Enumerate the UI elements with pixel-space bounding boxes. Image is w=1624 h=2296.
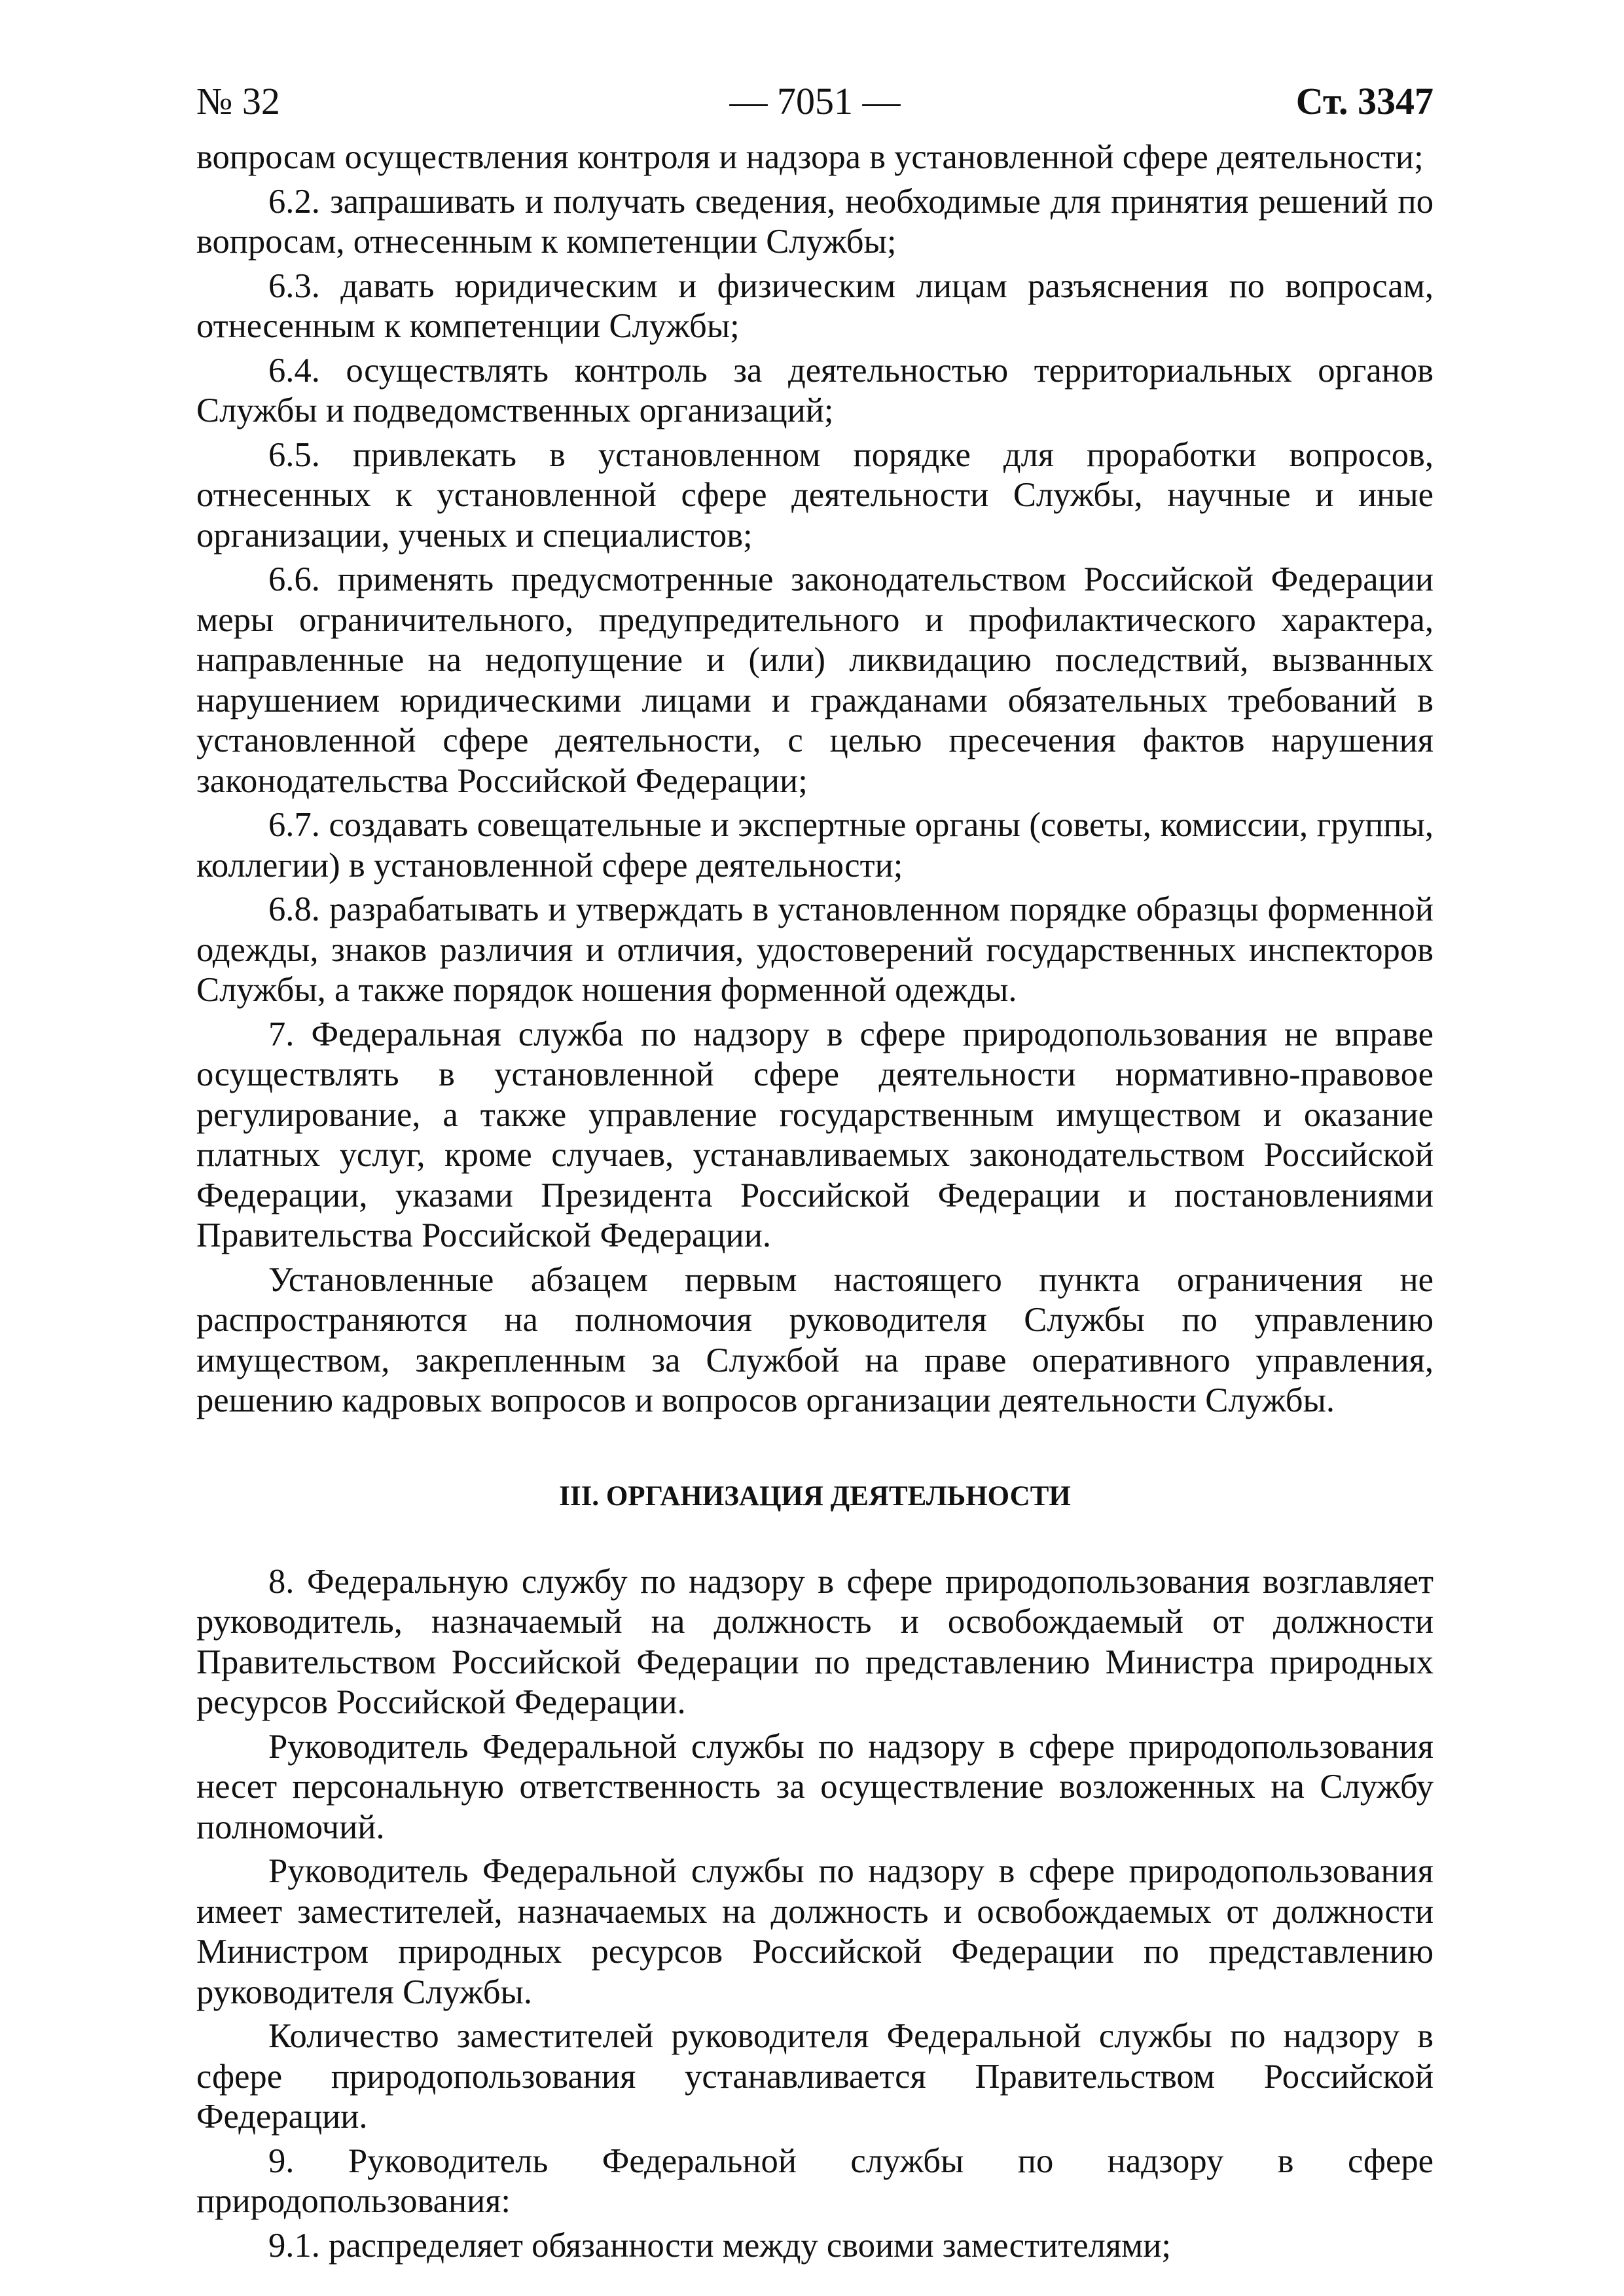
paragraph-8-deputies: Руководитель Федеральной службы по надзору в сфере природопользования имеет заместителей, назначаемых на должность и освобождаемых от должности Министром природных ресурсов Российской Федерации по представлению руководителя Службы. xyxy=(196,1852,1434,2011)
paragraph-6-8: 6.8. разрабатывать и утверждать в установленном порядке образцы форменной одежды, знаков различия и отличия, удостоверений государственных инспекторов Службы, а также порядок ношения форменной одежды. xyxy=(196,890,1434,1009)
paragraph-6-2: 6.2. запрашивать и получать сведения, необходимые для принятия решений по вопросам, отнесенным к компетенции Службы; xyxy=(196,182,1434,261)
paragraph-6-6: 6.6. применять предусмотренные законодательством Российской Федерации меры ограничительного, предупредительного и профилактического характера, направленные на недопущение и (или) ликвидацию последствий, вызванных нарушением юридическими лицами и гражданами обязательных требований в установленной сфере деятельности, с целью пресечения фактов нарушения законодательства Российской Федерации; xyxy=(196,560,1434,800)
document-page xyxy=(196,65,1434,2278)
paragraph-6-7: 6.7. создавать совещательные и экспертные органы (советы, комиссии, группы, коллегии) в установленной сфере деятельности; xyxy=(196,806,1434,884)
paragraph-6-4: 6.4. осуществлять контроль за деятельностью территориальных органов Службы и подведомственных организаций; xyxy=(196,351,1434,429)
paragraph-6-3: 6.3. давать юридическим и физическим лицам разъяснения по вопросам, отнесенным к компетенции Службы; xyxy=(196,266,1434,345)
paragraph-9-1: 9.1. распределяет обязанности между своими заместителями; xyxy=(268,2226,1172,2265)
article-number: Ст. 3347 xyxy=(1295,80,1434,122)
page-number: — 7051 — xyxy=(729,80,901,122)
section-title: III. ОРГАНИЗАЦИЯ ДЕЯТЕЛЬНОСТИ xyxy=(559,1480,1071,1512)
paragraph-8: 8. Федеральную службу по надзору в сфере природопользования возглавляет руководитель, назначаемый на должность и освобождаемый от должности Правительством Российской Федерации по представлению Министра природных ресурсов Российской Федерации. xyxy=(196,1562,1434,1721)
paragraph-7-restrictions: Установленные абзацем первым настоящего пункта ограничения не распространяются на полномочия руководителя Службы по управлению имуществом, закрепленным за Службой на праве оперативного управления, решению кадровых вопросов и вопросов организации деятельности Службы. xyxy=(196,1260,1434,1419)
paragraph-8-responsibility: Руководитель Федеральной службы по надзору в сфере природопользования несет персональную ответственность за осуществление возложенных на Службу полномочий. xyxy=(196,1727,1434,1846)
paragraph-7: 7. Федеральная служба по надзору в сфере природопользования не вправе осуществлять в установленной сфере деятельности нормативно-правовое регулирование, а также управление государственным имуществом и оказание платных услуг, кроме случаев, устанавливаемых законодательством Российской Федерации, указами Президента Российской Федерации и постановлениями Правительства Российской Федерации. xyxy=(196,1015,1434,1254)
paragraph-6-5: 6.5. привлекать в установленном порядке для проработки вопросов, отнесенных к установленной сфере деятельности Службы, научные и иные организации, ученых и специалистов; xyxy=(196,435,1434,555)
paragraph-9: 9. Руководитель Федеральной службы по надзору в сфере природопользования: xyxy=(196,2141,1434,2220)
paragraph-continuation: вопросам осуществления контроля и надзора в установленной сфере деятельности; xyxy=(196,138,1424,176)
document-body xyxy=(196,137,1434,2266)
issue-number: № 32 xyxy=(196,80,280,122)
paragraph-8-deputies-count: Количество заместителей руководителя Федеральной службы по надзору в сфере природопользования устанавливается Правительством Российской Федерации. xyxy=(196,2017,1434,2136)
page-header xyxy=(196,65,1434,137)
